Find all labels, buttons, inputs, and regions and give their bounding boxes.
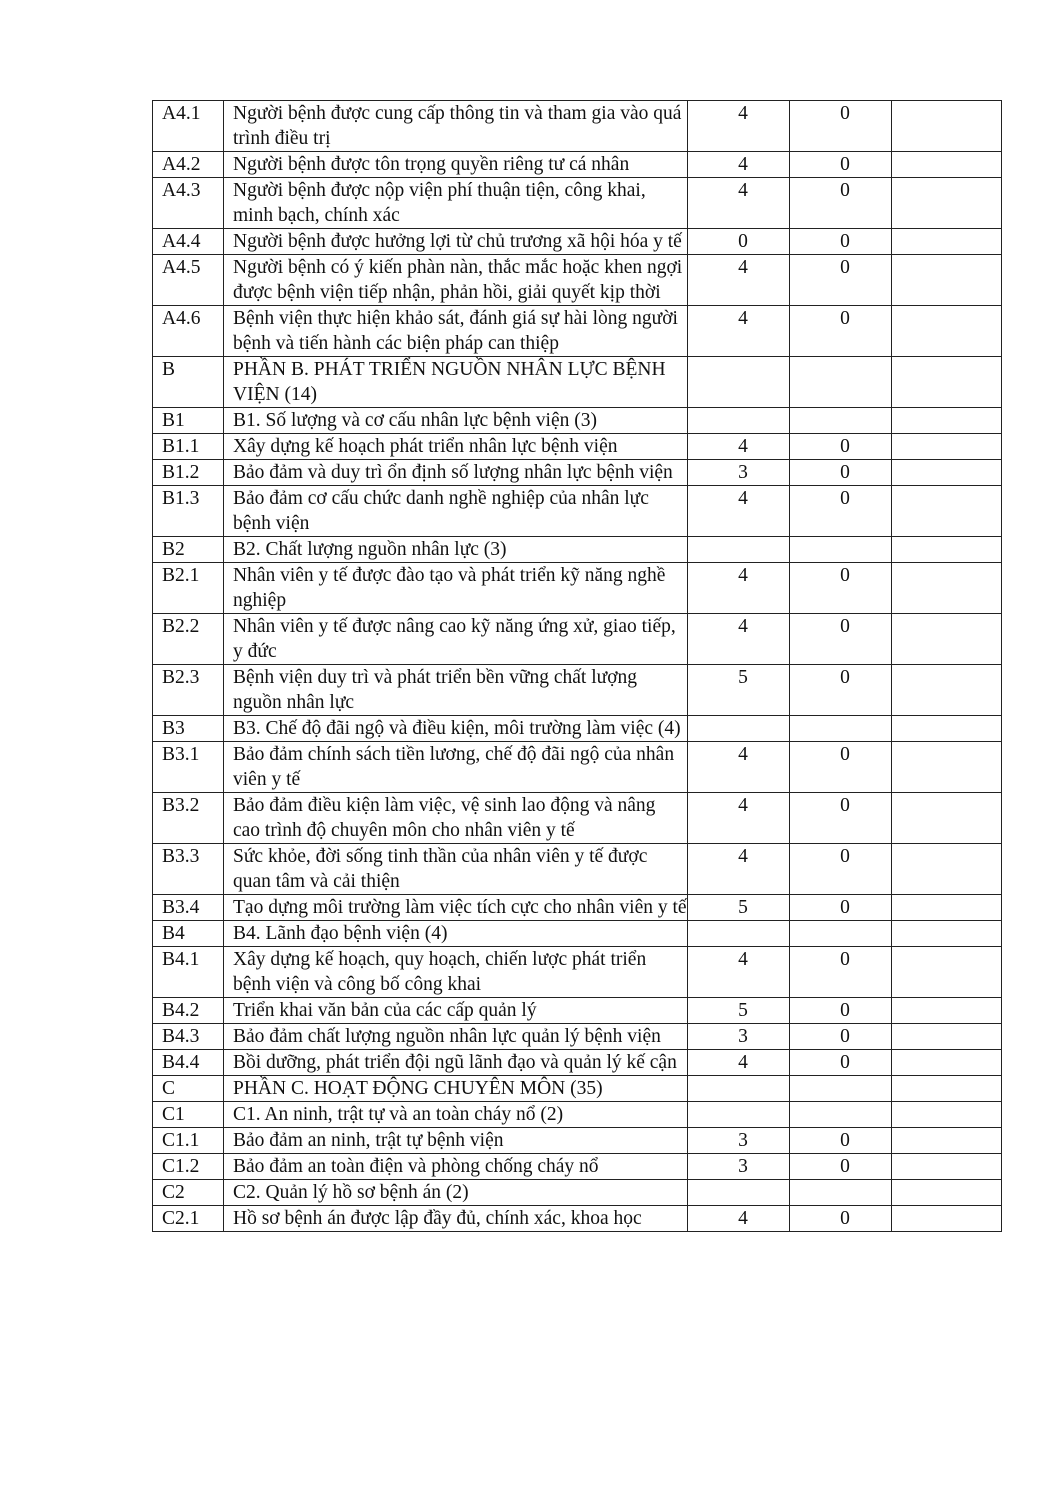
criterion-title: Bảo đảm an ninh, trật tự bệnh viện: [224, 1128, 688, 1154]
criterion-code: A4.1: [153, 101, 224, 152]
criterion-note: [892, 357, 1002, 408]
criterion-score: 4: [688, 152, 790, 178]
criterion-score: [688, 1102, 790, 1128]
table-row: [153, 844, 1002, 895]
criterion-title: Bảo đảm chính sách tiền lương, chế độ đãi ngộ của nhân viên y tế: [224, 742, 688, 793]
criterion-code: C2: [153, 1180, 224, 1206]
criterion-note: [892, 434, 1002, 460]
criterion-title: B3. Chế độ đãi ngộ và điều kiện, môi trường làm việc (4): [224, 716, 688, 742]
criterion-fail-count: 0: [790, 460, 892, 486]
criterion-note: [892, 947, 1002, 998]
criterion-title: Hồ sơ bệnh án được lập đầy đủ, chính xác, khoa học: [224, 1206, 688, 1232]
criterion-title: B2. Chất lượng nguồn nhân lực (3): [224, 537, 688, 563]
criterion-fail-count: 0: [790, 895, 892, 921]
criterion-fail-count: 0: [790, 844, 892, 895]
criterion-title: PHẦN B. PHÁT TRIỂN NGUỒN NHÂN LỰC BỆNH VIỆN (14): [224, 357, 688, 408]
criterion-title: Tạo dựng môi trường làm việc tích cực cho nhân viên y tế: [224, 895, 688, 921]
table-row: [153, 1102, 1002, 1128]
criterion-fail-count: [790, 1076, 892, 1102]
table-row: [153, 895, 1002, 921]
criterion-code: C2.1: [153, 1206, 224, 1232]
criterion-fail-count: 0: [790, 306, 892, 357]
criterion-title: Người bệnh được nộp viện phí thuận tiện, công khai, minh bạch, chính xác: [224, 178, 688, 229]
criterion-title: B4. Lãnh đạo bệnh viện (4): [224, 921, 688, 947]
criterion-score: [688, 1180, 790, 1206]
criterion-code: B2.3: [153, 665, 224, 716]
criterion-note: [892, 486, 1002, 537]
criterion-code: B3.3: [153, 844, 224, 895]
criterion-note: [892, 101, 1002, 152]
criterion-note: [892, 1206, 1002, 1232]
criterion-code: B3.2: [153, 793, 224, 844]
criterion-code: A4.5: [153, 255, 224, 306]
criterion-title: Người bệnh được cung cấp thông tin và tham gia vào quá trình điều trị: [224, 101, 688, 152]
criterion-code: C: [153, 1076, 224, 1102]
criterion-code: B1: [153, 408, 224, 434]
criteria-table: [152, 100, 1002, 1232]
criterion-note: [892, 255, 1002, 306]
criterion-fail-count: 0: [790, 563, 892, 614]
criterion-title: Bệnh viện duy trì và phát triển bền vững chất lượng nguồn nhân lực: [224, 665, 688, 716]
criterion-note: [892, 742, 1002, 793]
table-row: [153, 1128, 1002, 1154]
criterion-fail-count: 0: [790, 742, 892, 793]
criterion-score: 5: [688, 998, 790, 1024]
criterion-note: [892, 306, 1002, 357]
criterion-fail-count: 0: [790, 152, 892, 178]
criterion-note: [892, 1154, 1002, 1180]
criterion-code: C1: [153, 1102, 224, 1128]
table-row: [153, 434, 1002, 460]
criterion-title: B1. Số lượng và cơ cấu nhân lực bệnh viện (3): [224, 408, 688, 434]
criterion-score: 4: [688, 486, 790, 537]
criterion-score: 3: [688, 460, 790, 486]
criterion-score: 4: [688, 1050, 790, 1076]
criterion-score: 3: [688, 1154, 790, 1180]
criterion-code: B1.1: [153, 434, 224, 460]
table-row: [153, 1050, 1002, 1076]
criterion-title: Bảo đảm cơ cấu chức danh nghề nghiệp của nhân lực bệnh viện: [224, 486, 688, 537]
table-row: [153, 614, 1002, 665]
criterion-code: B3.4: [153, 895, 224, 921]
table-row: [153, 537, 1002, 563]
criterion-score: [688, 357, 790, 408]
criterion-score: [688, 921, 790, 947]
criterion-fail-count: [790, 921, 892, 947]
criterion-code: B4.2: [153, 998, 224, 1024]
criterion-score: 4: [688, 793, 790, 844]
criterion-title: Bảo đảm chất lượng nguồn nhân lực quản lý bệnh viện: [224, 1024, 688, 1050]
criterion-title: Bệnh viện thực hiện khảo sát, đánh giá sự hài lòng người bệnh và tiến hành các biện pháp can thiệp: [224, 306, 688, 357]
criterion-score: 4: [688, 947, 790, 998]
table-row: [153, 716, 1002, 742]
criterion-fail-count: [790, 537, 892, 563]
criterion-code: B3: [153, 716, 224, 742]
criterion-fail-count: 0: [790, 101, 892, 152]
criterion-note: [892, 1128, 1002, 1154]
criterion-code: B4: [153, 921, 224, 947]
criterion-score: 0: [688, 229, 790, 255]
criterion-note: [892, 1024, 1002, 1050]
table-row: [153, 357, 1002, 408]
criterion-code: B4.1: [153, 947, 224, 998]
criterion-code: B2: [153, 537, 224, 563]
criterion-score: 4: [688, 178, 790, 229]
criterion-title: Bảo đảm điều kiện làm việc, vệ sinh lao động và nâng cao trình độ chuyên môn cho nhân viên y tế: [224, 793, 688, 844]
criterion-fail-count: [790, 716, 892, 742]
criterion-title: Bảo đảm và duy trì ổn định số lượng nhân lực bệnh viện: [224, 460, 688, 486]
criterion-fail-count: [790, 357, 892, 408]
criterion-score: 3: [688, 1128, 790, 1154]
criterion-fail-count: 0: [790, 1024, 892, 1050]
criterion-fail-count: 0: [790, 486, 892, 537]
table-row: [153, 1076, 1002, 1102]
criterion-code: B2.2: [153, 614, 224, 665]
criterion-code: A4.3: [153, 178, 224, 229]
criterion-title: Triển khai văn bản của các cấp quản lý: [224, 998, 688, 1024]
table-row: [153, 101, 1002, 152]
criterion-code: B4.4: [153, 1050, 224, 1076]
criterion-note: [892, 178, 1002, 229]
criterion-fail-count: 0: [790, 1128, 892, 1154]
table-row: [153, 408, 1002, 434]
criterion-fail-count: 0: [790, 947, 892, 998]
criterion-note: [892, 1076, 1002, 1102]
criterion-note: [892, 537, 1002, 563]
criterion-fail-count: [790, 408, 892, 434]
criterion-code: B2.1: [153, 563, 224, 614]
criterion-score: 5: [688, 895, 790, 921]
criterion-title: Xây dựng kế hoạch phát triển nhân lực bệnh viện: [224, 434, 688, 460]
table-row: [153, 921, 1002, 947]
criterion-score: 4: [688, 1206, 790, 1232]
criterion-note: [892, 998, 1002, 1024]
criterion-fail-count: 0: [790, 793, 892, 844]
criterion-fail-count: 0: [790, 998, 892, 1024]
criterion-score: 4: [688, 255, 790, 306]
criterion-note: [892, 1180, 1002, 1206]
criterion-fail-count: 0: [790, 229, 892, 255]
criterion-score: 4: [688, 563, 790, 614]
criterion-code: A4.6: [153, 306, 224, 357]
criterion-fail-count: 0: [790, 178, 892, 229]
criterion-code: A4.4: [153, 229, 224, 255]
criterion-note: [892, 1102, 1002, 1128]
criterion-title: Người bệnh được tôn trọng quyền riêng tư cá nhân: [224, 152, 688, 178]
criterion-score: 4: [688, 844, 790, 895]
table-row: [153, 1024, 1002, 1050]
criterion-score: [688, 1076, 790, 1102]
table-row: [153, 486, 1002, 537]
table-row: [153, 255, 1002, 306]
criterion-title: C1. An ninh, trật tự và an toàn cháy nổ (2): [224, 1102, 688, 1128]
criterion-note: [892, 844, 1002, 895]
table-row: [153, 152, 1002, 178]
criterion-fail-count: [790, 1180, 892, 1206]
criterion-code: C1.2: [153, 1154, 224, 1180]
criterion-title: PHẦN C. HOẠT ĐỘNG CHUYÊN MÔN (35): [224, 1076, 688, 1102]
criterion-note: [892, 408, 1002, 434]
criterion-note: [892, 460, 1002, 486]
table-row: [153, 947, 1002, 998]
criterion-title: Xây dựng kế hoạch, quy hoạch, chiến lược phát triển bệnh viện và công bố công khai: [224, 947, 688, 998]
criteria-table-body: [153, 101, 1002, 1232]
criterion-fail-count: 0: [790, 434, 892, 460]
criterion-note: [892, 921, 1002, 947]
table-row: [153, 178, 1002, 229]
criterion-title: Sức khỏe, đời sống tinh thần của nhân viên y tế được quan tâm và cải thiện: [224, 844, 688, 895]
criterion-note: [892, 895, 1002, 921]
criterion-code: B1.3: [153, 486, 224, 537]
criterion-score: [688, 408, 790, 434]
criterion-code: B4.3: [153, 1024, 224, 1050]
criterion-title: Người bệnh được hưởng lợi từ chủ trương xã hội hóa y tế: [224, 229, 688, 255]
criterion-code: A4.2: [153, 152, 224, 178]
criterion-score: 4: [688, 742, 790, 793]
criterion-fail-count: 0: [790, 614, 892, 665]
criterion-title: Nhân viên y tế được nâng cao kỹ năng ứng xử, giao tiếp, y đức: [224, 614, 688, 665]
table-row: [153, 563, 1002, 614]
criterion-note: [892, 1050, 1002, 1076]
table-row: [153, 998, 1002, 1024]
criterion-code: C1.1: [153, 1128, 224, 1154]
table-row: [153, 665, 1002, 716]
criterion-code: B3.1: [153, 742, 224, 793]
criterion-title: C2. Quản lý hồ sơ bệnh án (2): [224, 1180, 688, 1206]
criterion-title: Bồi dưỡng, phát triển đội ngũ lãnh đạo và quản lý kế cận: [224, 1050, 688, 1076]
criterion-score: 4: [688, 101, 790, 152]
criterion-score: 4: [688, 306, 790, 357]
criterion-score: 3: [688, 1024, 790, 1050]
criterion-fail-count: [790, 1102, 892, 1128]
table-row: [153, 1206, 1002, 1232]
criterion-fail-count: 0: [790, 1154, 892, 1180]
table-row: [153, 460, 1002, 486]
criterion-note: [892, 152, 1002, 178]
criterion-score: [688, 537, 790, 563]
table-row: [153, 1180, 1002, 1206]
criterion-fail-count: 0: [790, 255, 892, 306]
criterion-fail-count: 0: [790, 1206, 892, 1232]
criterion-score: 4: [688, 614, 790, 665]
criterion-note: [892, 614, 1002, 665]
criterion-note: [892, 563, 1002, 614]
criterion-note: [892, 229, 1002, 255]
criterion-score: [688, 716, 790, 742]
table-row: [153, 793, 1002, 844]
table-row: [153, 742, 1002, 793]
criterion-note: [892, 716, 1002, 742]
table-row: [153, 306, 1002, 357]
criterion-code: B1.2: [153, 460, 224, 486]
criterion-score: 5: [688, 665, 790, 716]
criterion-title: Nhân viên y tế được đào tạo và phát triển kỹ năng nghề nghiệp: [224, 563, 688, 614]
criterion-title: Người bệnh có ý kiến phàn nàn, thắc mắc hoặc khen ngợi được bệnh viện tiếp nhận, phản hồi, giải quyết kịp thời: [224, 255, 688, 306]
table-row: [153, 1154, 1002, 1180]
criterion-fail-count: 0: [790, 1050, 892, 1076]
criterion-code: B: [153, 357, 224, 408]
table-row: [153, 229, 1002, 255]
criterion-title: Bảo đảm an toàn điện và phòng chống cháy nổ: [224, 1154, 688, 1180]
criterion-note: [892, 793, 1002, 844]
criterion-note: [892, 665, 1002, 716]
criterion-score: 4: [688, 434, 790, 460]
criterion-fail-count: 0: [790, 665, 892, 716]
